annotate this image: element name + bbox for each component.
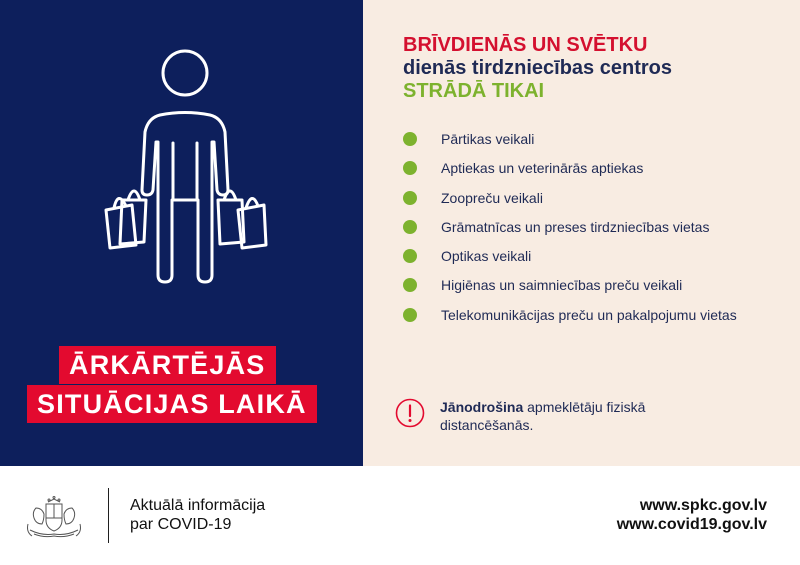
notice-bold: Jānodrošina [440,399,524,415]
headline-line3: STRĀDĀ TIKAI [403,80,545,102]
list-item: Optikas veikali [403,247,773,265]
emergency-banner-line2: SITUĀCIJAS LAIKĀ [27,385,317,423]
list-item: Grāmatnīcas un preses tirdzniecības vietas [403,218,773,236]
notice-text [440,398,740,434]
list-item: Telekomunikācijas preču un pakalpojumu vietas [403,306,773,324]
list-item: Zoopreču veikali [403,189,773,207]
website-spkc-link[interactable]: www.spkc.gov.lv [639,497,767,514]
shopper-with-bags-icon [100,40,270,300]
list-item: Aptiekas un veterinārās aptiekas [403,159,773,177]
left-panel [0,0,363,466]
bullet-icon [403,278,417,292]
notice-rest: apmeklētāju fiziskā distancēšanās. [440,399,646,433]
footer-divider [108,488,109,543]
bullet-icon [403,220,417,234]
bullet-icon [403,132,417,146]
footer [0,466,800,565]
allowed-shops-list [403,130,773,335]
website-covid19-link[interactable]: www.covid19.gov.lv [616,516,767,533]
headline-line2: dienās tirdzniecības centros [403,57,672,79]
list-item: Pārtikas veikali [403,130,773,148]
bullet-icon [403,308,417,322]
exclamation-circle-icon [395,398,425,428]
info-line1: Aktuālā informācija [130,497,266,514]
bullet-icon [403,249,417,263]
covid-info-label [130,496,265,534]
info-line2: par COVID-19 [130,516,232,533]
websites [617,496,767,534]
latvia-coat-of-arms-icon [22,494,86,540]
headline-line1: BRĪVDIENĀS UN SVĒTKU [403,34,648,56]
emergency-banner-line1: ĀRKĀRTĒJĀS [59,346,276,384]
bullet-icon [403,161,417,175]
list-item: Higiēnas un saimniecības preču veikali [403,276,773,294]
headline [403,34,672,103]
distancing-notice [395,398,775,438]
bullet-icon [403,191,417,205]
